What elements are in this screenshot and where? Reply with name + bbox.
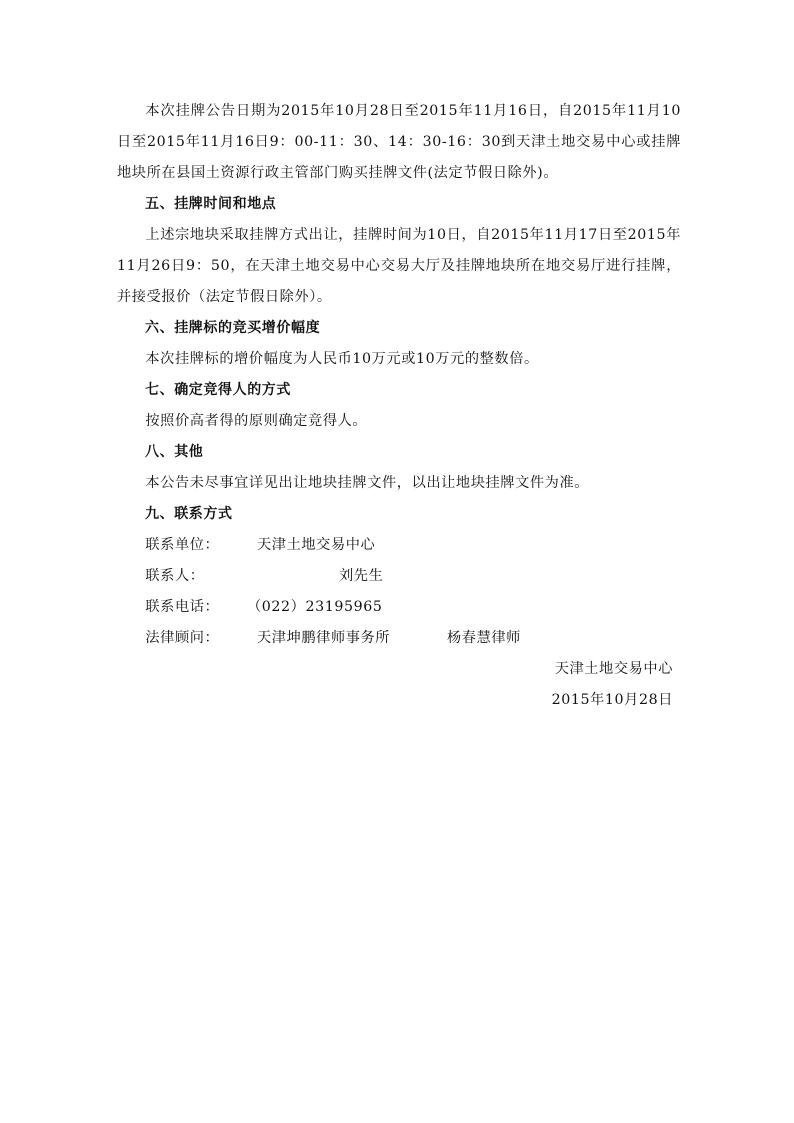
contact-legal-row — [117, 623, 681, 654]
section-8-text: 本公告未尽事宜详见出让地块挂牌文件，以出让地块挂牌文件为准。 — [145, 475, 590, 491]
section-7-text: 按照价高者得的原则确定竞得人。 — [145, 413, 368, 429]
section-7-heading: 七、确定竞得人的方式 — [145, 382, 291, 398]
signature-date: 2015年10月28日 — [551, 692, 673, 708]
section-5-heading: 五、挂牌时间和地点 — [145, 196, 277, 212]
section-8-heading: 八、其他 — [145, 444, 204, 460]
contact-person-value: 刘先生 — [339, 568, 384, 584]
section-9-heading: 九、联系方式 — [145, 506, 233, 522]
contact-unit-label: 联系单位： — [145, 537, 220, 553]
document-body — [117, 96, 681, 716]
contact-person-label: 联系人： — [145, 568, 205, 584]
contact-person-row — [117, 561, 681, 592]
section-6-text: 本次挂牌标的增价幅度为人民币10万元或10万元的整数倍。 — [145, 351, 539, 367]
section-5-text: 上述宗地块采取挂牌方式出让，挂牌时间为10日，自2015年11月17日至2015年11月26日9：50，在天津土地交易中心交易大厅及挂牌地块所在地交易厅进行挂牌，并接受报价（法定节假日除外）。 — [117, 227, 681, 305]
contact-unit-row — [117, 530, 681, 561]
contact-unit-value: 天津土地交易中心 — [257, 537, 376, 553]
section-6-heading: 六、挂牌标的竞买增价幅度 — [145, 320, 321, 336]
contact-phone-label: 联系电话： — [145, 599, 220, 615]
signature-organization: 天津土地交易中心 — [554, 661, 673, 677]
announcement-paragraph: 本次挂牌公告日期为2015年10月28日至2015年11月16日，自2015年11月10日至2015年11月16日9：00-11：30、14：30-16：30到天津土地交易中心或挂牌地块所在县国土资源行政主管部门购买挂牌文件(法定节假日除外)。 — [117, 103, 681, 181]
contact-legal-firm: 天津坤鹏律师事务所 — [257, 630, 391, 646]
contact-phone-row — [117, 592, 681, 623]
contact-phone-value: （022）23195965 — [247, 599, 383, 615]
contact-legal-lawyer: 杨春慧律师 — [447, 630, 521, 646]
contact-legal-label: 法律顾问： — [145, 630, 220, 646]
